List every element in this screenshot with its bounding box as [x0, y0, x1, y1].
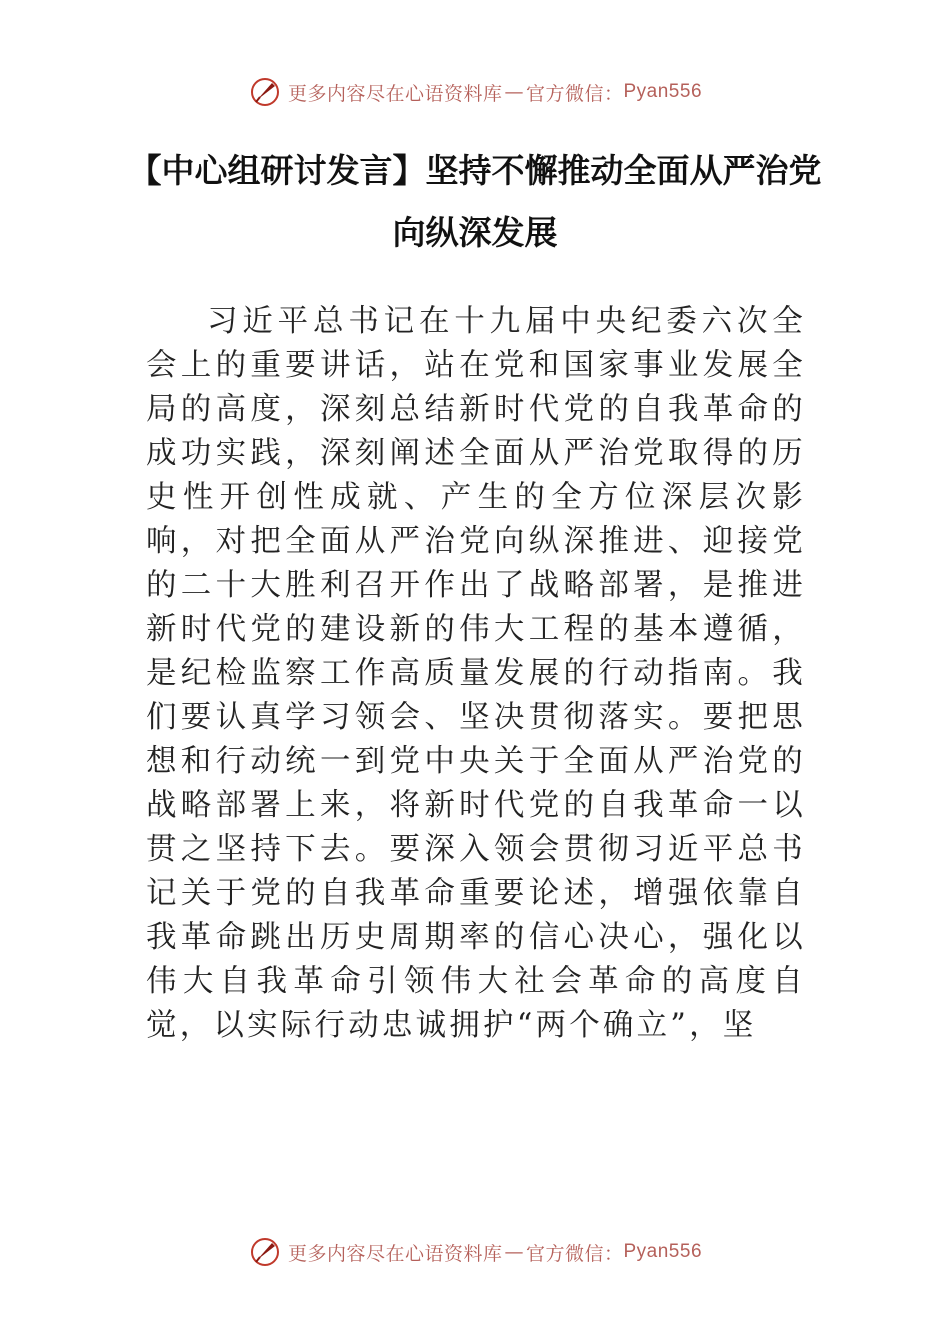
header-watermark: [0, 72, 950, 112]
watermark-main-text: 更多内容尽在心语资料库: [287, 82, 503, 105]
watermark-wechat-id: Pyan556: [623, 81, 703, 102]
quill-logo-icon: [248, 75, 282, 109]
document-body-paragraph: 习近平总书记在十九届中央纪委六次全会上的重要讲话，站在党和国家事业发展全局的高度，深刻总结新时代党的自我革命的成功实践，深刻阐述全面从严治党取得的历史性开创性成就、产生的全方位深层次影响，对把全面从严治党向纵深推进、迎接党的二十大胜利召开作出了战略部署，是推进新时代党的建设新的伟大工程的基本遵循，是纪检监察工作高质量发展的行动指南。我们要认真学习领会、坚决贯彻落实。要把思想和行动统一到党中央关于全面从严治党的战略部署上来，将新时代党的自我革命一以贯之坚持下去。要深入领会贯彻习近平总书记关于党的自我革命重要论述，增强依靠自我革命跳出历史周期率的信心决心，强化以伟大自我革命引领伟大社会革命的高度自觉，以实际行动忠诚拥护“两个确立”，坚: [146, 304, 806, 1043]
watermark-main-text: 更多内容尽在心语资料库: [287, 1242, 503, 1265]
document-title: 【中心组研讨发言】坚持不懈推动全面从严治党向纵深发展: [128, 151, 822, 252]
watermark-wechat-id: Pyan556: [623, 1241, 703, 1262]
footer-watermark: [0, 1232, 950, 1272]
quill-logo-icon: [248, 1235, 282, 1269]
watermark-official-label: 官方微信：: [525, 1242, 624, 1265]
watermark-official-label: 官方微信：: [525, 82, 624, 105]
watermark-separator: —: [504, 81, 524, 103]
watermark-separator: —: [504, 1241, 524, 1263]
